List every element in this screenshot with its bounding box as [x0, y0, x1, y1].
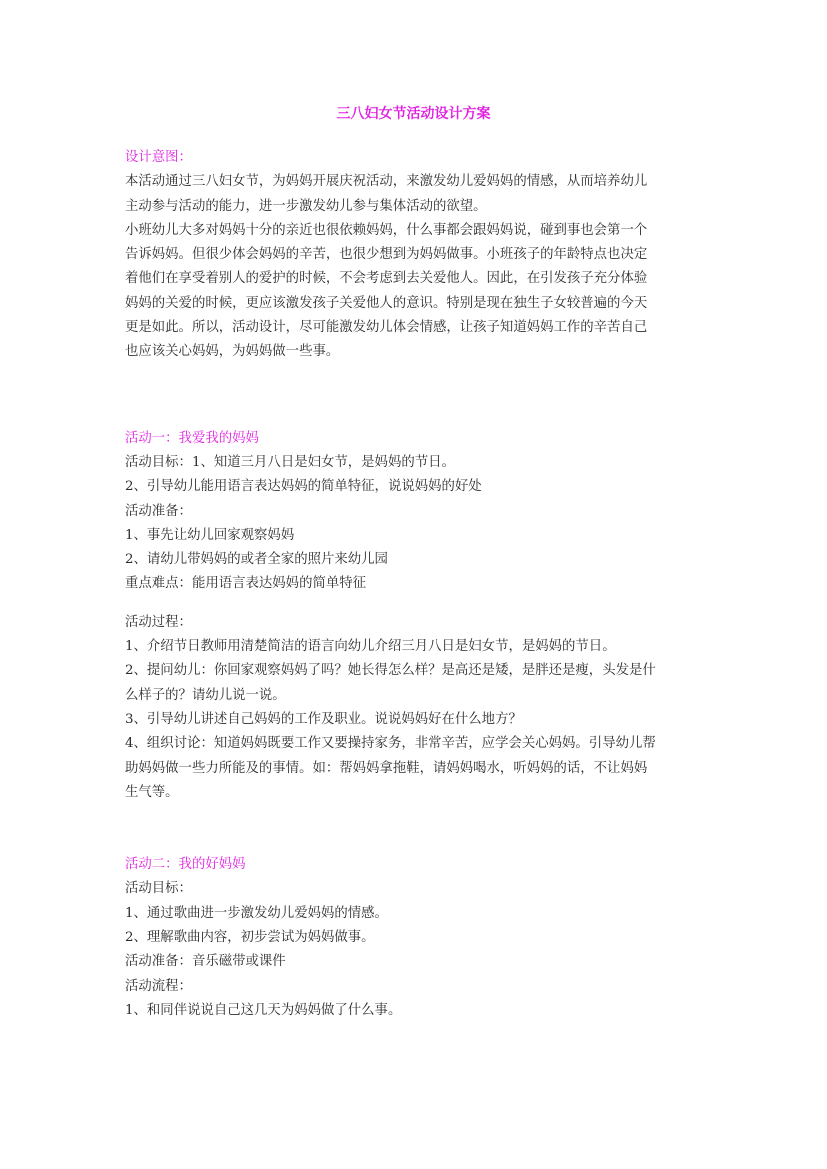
- document-body: [125, 146, 705, 1023]
- paragraph-line: 助妈妈做一些力所能及的事情。如：帮妈妈拿拖鞋，请妈妈喝水，听妈妈的话，不让妈妈: [125, 760, 648, 776]
- paragraph-line: 更是如此。所以，活动设计，尽可能激发幼儿体会情感，让孩子知道妈妈工作的辛苦自己: [125, 320, 648, 336]
- section-heading: 活动一：我爱我的妈妈: [125, 430, 259, 446]
- paragraph-line: 活动准备：音乐磁带或课件: [125, 954, 286, 970]
- section-heading: 设计意图：: [125, 150, 192, 165]
- paragraph-line: 着他们在享受着别人的爱护的时候，不会考虑到去关爱他人。因此，在引发孩子充分体验: [125, 271, 648, 287]
- paragraph-line: 妈妈的关爱的时候，更应该激发孩子关爱他人的意识。特别是现在独生子女较普遍的今天: [125, 295, 648, 311]
- paragraph-line: 1、和同伴说说自己这几天为妈妈做了什么事。: [125, 1002, 402, 1018]
- paragraph-line: 2、请幼儿带妈妈的或者全家的照片来幼儿园: [125, 552, 388, 568]
- paragraph-line: 2、引导幼儿能用语言表达妈妈的简单特征，说说妈妈的好处: [125, 479, 482, 495]
- intro-section: [125, 146, 705, 365]
- paragraph-line: 么样子的？请幼儿说一说。: [125, 687, 286, 703]
- paragraph-line: 1、事先让幼儿回家观察妈妈: [125, 527, 295, 543]
- activity-one-section: [125, 427, 705, 805]
- paragraph-line: 2、理解歌曲内容，初步尝试为妈妈做事。: [125, 930, 375, 946]
- spacer: [125, 365, 705, 427]
- paragraph-line: 小班幼儿大多对妈妈十分的亲近也很依赖妈妈，什么事都会跟妈妈说，碰到事也会第一个: [125, 222, 648, 238]
- activity-two-section: [125, 853, 705, 1023]
- paragraph-line: 活动过程：: [125, 614, 192, 630]
- paragraph-line: 1、介绍节日教师用清楚简洁的语言向幼儿介绍三月八日是妇女节，是妈妈的节日。: [125, 639, 616, 655]
- spacer: [125, 805, 705, 853]
- paragraph-line: 主动参与活动的能力，进一步激发幼儿参与集体活动的欲望。: [125, 198, 487, 214]
- paragraph-line: 2、提问幼儿：你回家观察妈妈了吗？她长得怎么样？是高还是矮，是胖还是瘦，头发是什: [125, 663, 656, 679]
- spacer: [125, 597, 705, 611]
- paragraph-line: 活动目标：: [125, 881, 192, 897]
- paragraph-line: 生气等。: [125, 784, 179, 800]
- paragraph-line: 重点难点：能用语言表达妈妈的简单特征: [125, 576, 367, 592]
- paragraph-line: 告诉妈妈。但很少体会妈妈的辛苦，也很少想到为妈妈做事。小班孩子的年龄特点也决定: [125, 247, 648, 263]
- section-heading: 活动二：我的好妈妈: [125, 857, 246, 873]
- paragraph-line: 3、引导幼儿讲述自己妈妈的工作及职业。说说妈妈好在什么地方？: [125, 711, 522, 727]
- paragraph-line: 4、组织讨论：知道妈妈既要工作又要操持家务，非常辛苦，应学会关心妈妈。引导幼儿帮: [125, 736, 656, 752]
- paragraph-line: 活动准备：: [125, 503, 192, 519]
- paragraph-line: 也应该关心妈妈，为妈妈做一些事。: [125, 344, 340, 360]
- paragraph-line: 本活动通过三八妇女节，为妈妈开展庆祝活动，来激发幼儿爱妈妈的情感，从而培养幼儿: [125, 174, 648, 190]
- document-title: 三八妇女节活动设计方案: [336, 106, 491, 122]
- paragraph-line: 活动流程：: [125, 978, 192, 994]
- paragraph-line: 活动目标：1、知道三月八日是妇女节，是妈妈的节日。: [125, 454, 455, 470]
- paragraph-line: 1、通过歌曲进一步激发幼儿爱妈妈的情感。: [125, 905, 388, 921]
